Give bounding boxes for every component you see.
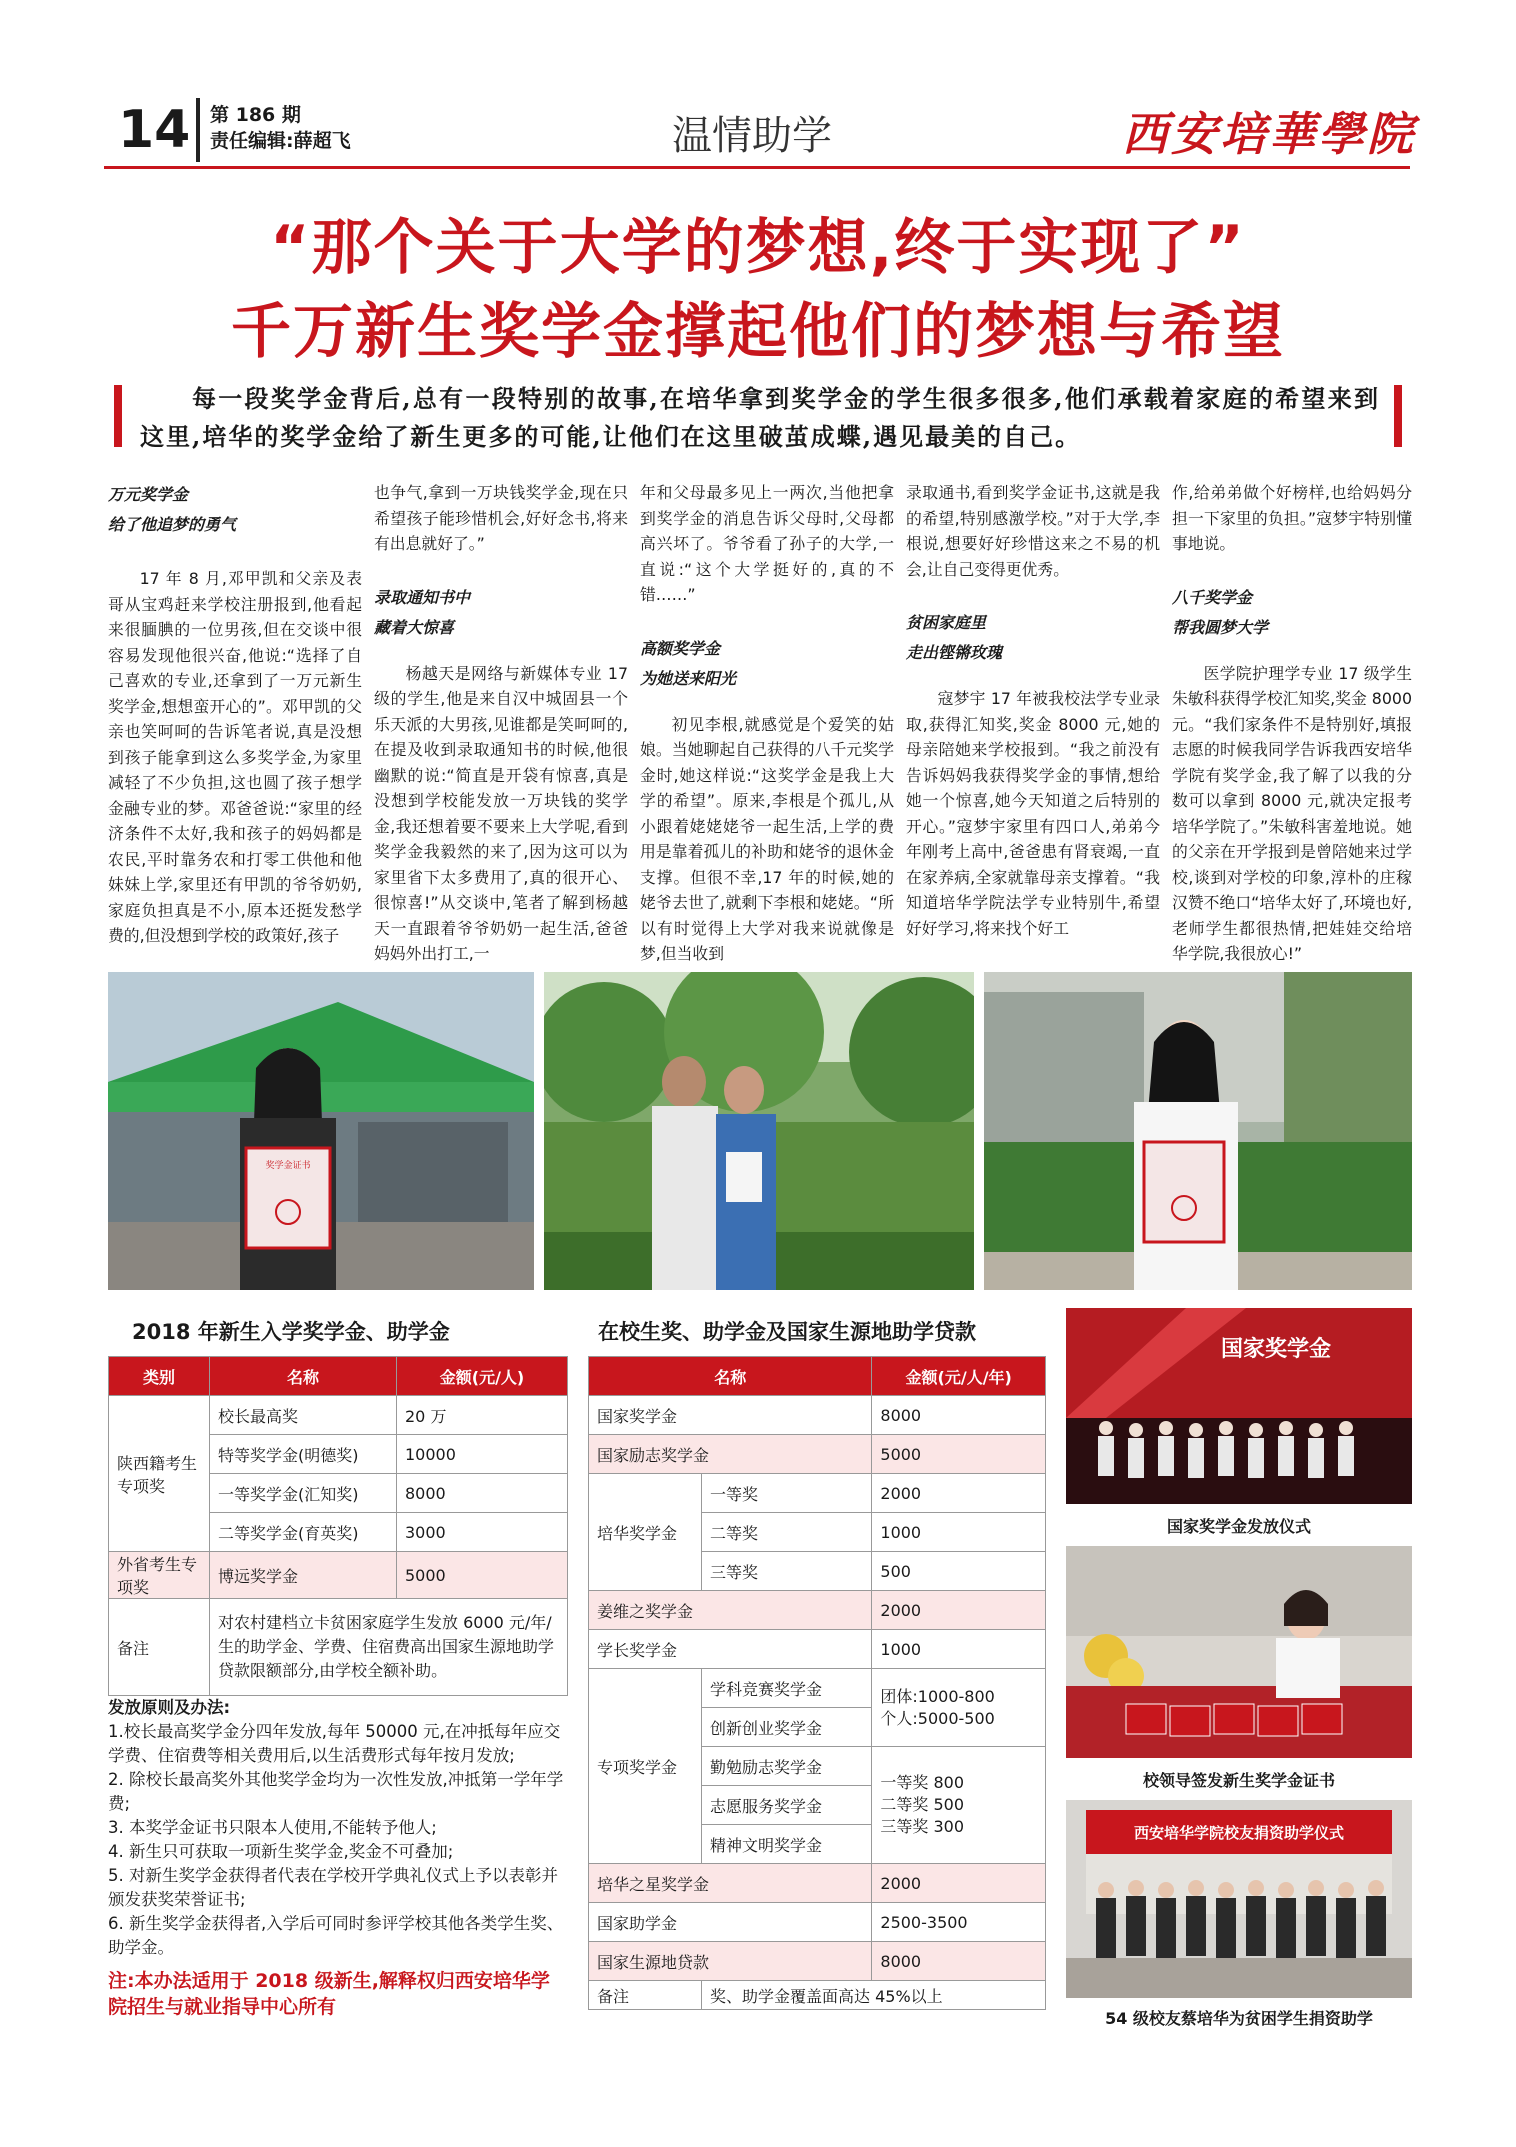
photo-student-girl-tent [108,972,534,1290]
table-row [589,1474,1046,1513]
table-row [589,1630,1046,1669]
name-cell: 校长最高奖 [210,1396,397,1435]
masthead-logo: 西安培華學院 [1122,107,1416,161]
subheading-line-1: 录取通知书中 [374,587,471,607]
lead-bar-left [114,385,122,447]
rules-note: 注:本办法适用于 2018 级新生,解释权归西安培华学院招生与就业指导中心所有 [108,1970,550,2018]
amount-cell: 5000 [872,1435,1046,1474]
amount-line: 二等奖 500 [880,1795,965,1814]
subheading-line-2: 为她送来阳光 [640,668,737,688]
subheading-line-2: 藏着大惊喜 [374,617,455,637]
paragraph: 也争气,拿到一万块钱奖学金,现在只希望孩子能珍惜机会,好好念书,将来有出息就好了。” [374,483,628,553]
name-cell: 国家助学金 [589,1903,872,1942]
note-label: 备注 [589,1981,702,2010]
page-number: 14 [118,100,191,160]
amount-cell: 500 [872,1552,1046,1591]
subheading-line-1: 八千奖学金 [1172,587,1253,607]
name-cell: 国家生源地贷款 [589,1942,872,1981]
amount-line: 一等奖 800 [880,1773,965,1792]
paragraph: 年和父母最多见上一两次,当他把拿到奖学金的消息告诉父母时,父母都高兴坏了。爷爷看了孙子的大学,一直说:“这个大学挺好的,真的不错……” [640,483,894,604]
amount-cell: 2000 [872,1864,1046,1903]
name-cell: 勤勉励志奖学金 [702,1747,872,1786]
rule-item: 4. 新生只可获取一项新生奖学金,奖金不可叠加; [108,1842,454,1861]
banner-text: 国家奖学金 [1220,1337,1332,1362]
rule-item: 6. 新生奖学金获得者,入学后可同时参评学校其他各类学生奖、助学金。 [108,1914,564,1957]
table-row [589,1591,1046,1630]
amount-cell: 8000 [872,1942,1046,1981]
rule-item: 2. 除校长最高奖外其他奖学金均为一次性发放,冲抵第一学年学费; [108,1770,564,1813]
article-column-5 [1172,480,1412,967]
article-column-2 [374,480,628,967]
amount-line: 团体:1000-800 [880,1686,995,1706]
rules-title: 发放原则及办法: [108,1698,231,1717]
paragraph: 初见李根,就感觉是个爱笑的姑娘。当她聊起自己获得的八千元奖学金时,她这样说:“这奖学金是我上大学的希望”。原来,李根是个孤儿,从小跟着姥姥姥爷一起生活,上学的费用是靠着孤儿的补助和姥爷的退休金支撑。但很不幸,17 年的时候,她的姥爷去世了,就剩下李根和姥姥。“所以有时觉得上大学对我来说就像是梦,但当收到 [640,714,894,963]
table-1-title: 2018 年新生入学奖学金、助学金 [132,1320,450,1344]
group-cell: 专项奖学金 [589,1669,702,1864]
amount-cell: 20 万 [397,1396,568,1435]
table-header-row [589,1357,1046,1396]
photo-student-girl-hedge [984,972,1412,1290]
amount-cell: 1000 [872,1513,1046,1552]
table-row [589,1669,1046,1708]
name-cell: 国家奖学金 [589,1396,872,1435]
lead-bar-right [1394,385,1402,447]
amount-cell: 1000 [872,1630,1046,1669]
header-name: 名称 [210,1357,397,1396]
subheading [374,583,628,643]
caption: 54 级校友蔡培华为贫困学生捐资助学 [1105,2009,1373,2028]
category-cell: 外省考生专项奖 [109,1552,210,1599]
lead-paragraph: 每一段奖学金背后,总有一段特别的故事,在培华拿到奖学金的学生很多很多,他们承载着家庭的希望来到这里,培华的奖学金给了新生更多的可能,让他们在这里破茧成蝶,遇见最美的自己。 [140,384,1380,451]
amount-cell: 5000 [397,1552,568,1599]
issue-info [210,102,351,154]
name-cell: 精神文明奖学金 [702,1825,872,1864]
new-student-scholarship-table [108,1356,568,1696]
name-cell: 姜维之奖学金 [589,1591,872,1630]
name-cell: 培华之星奖学金 [589,1864,872,1903]
photo-student-grandfather [544,972,974,1290]
headline-line-2: 千万新生奖学金撑起他们的梦想与希望 [231,297,1285,367]
name-cell: 一等奖学金(汇知奖) [210,1474,397,1513]
article-column-1 [108,480,362,949]
header-rule [104,166,1410,169]
subheading [108,480,362,540]
table-header-row [109,1357,568,1396]
amount-line: 三等奖 300 [880,1817,965,1836]
name-cell: 学科竞赛奖学金 [702,1669,872,1708]
section-title: 温情助学 [672,113,832,159]
header-name: 名称 [589,1357,872,1396]
photo-alumni-donation-ceremony [1066,1800,1412,1998]
table-note-row [589,1981,1046,2010]
award-rules [108,1696,568,1960]
table-row [589,1435,1046,1474]
subheading-line-1: 高额奖学金 [640,638,721,658]
issue-number: 第 186 期 [210,104,301,126]
paragraph: 医学院护理学专业 17 级学生朱敏科获得学校汇知奖,奖金 8000 元。“我们家条件不是特别好,填报志愿的时候我同学告诉我西安培华学院有奖学金,我了解了以我的分数可以拿到 8000 元,就决定报考培华学院了。”朱敏科害羞地说。她的父亲在开学报到是曾陪她来过学校,谈到对学校的印象,淳朴的庄稼汉赞不绝口“培华太好了,环境也好,老师学生都很热情,把娃娃交给培华学院,我很放心!” [1172,663,1412,963]
amount-cell: 10000 [397,1435,568,1474]
name-cell: 学长奖学金 [589,1630,872,1669]
amount-cell [872,1747,1046,1864]
subheading-line-1: 贫困家庭里 [906,613,987,632]
category-cell: 陕西籍考生专项奖 [109,1396,210,1552]
header-amount: 金额(元/人/年) [872,1357,1046,1396]
note-label: 备注 [109,1599,210,1696]
paragraph: 录取通书,看到奖学金证书,这就是我的希望,特别感激学校。”对于大学,李根说,想要好好珍惜这来之不易的机会,让自己变得更优秀。 [906,483,1160,579]
name-cell: 二等奖 [702,1513,872,1552]
name-cell: 一等奖 [702,1474,872,1513]
header-divider [196,98,200,162]
subheading-line-2: 帮我圆梦大学 [1172,617,1269,637]
name-cell: 博远奖学金 [210,1552,397,1599]
amount-cell: 8000 [397,1474,568,1513]
note-text: 奖、助学金覆盖面高达 45%以上 [702,1981,1046,2010]
table-note-row [109,1599,568,1696]
amount-cell: 2500-3500 [872,1903,1046,1942]
subheading-line-1: 万元奖学金 [108,485,189,504]
current-student-scholarship-table [588,1356,1046,2010]
subheading [640,634,894,694]
name-cell: 创新创业奖学金 [702,1708,872,1747]
subheading [906,608,1160,668]
rule-item: 1.校长最高奖学金分四年发放,每年 50000 元,在冲抵每年应交学费、住宿费等相关费用后,以生活费形式每年按月发放; [108,1722,561,1765]
name-cell: 特等奖学金(明德奖) [210,1435,397,1474]
subheading-line-2: 走出铿锵玫瑰 [906,643,1003,662]
amount-cell: 2000 [872,1474,1046,1513]
group-cell: 培华奖学金 [589,1474,702,1591]
table-row [109,1396,568,1435]
paragraph: 17 年 8 月,邓甲凯和父亲及表哥从宝鸡赶来学校注册报到,他看起来很腼腆的一位男孩,但在交谈中很容易发现他很兴奋,他说:“选择了自己喜欢的专业,还拿到了一万元新生奖学金,想想蛮开心的”。邓甲凯的父亲也笑呵呵的告诉笔者说,真是没想到孩子能拿到这么多奖学金,为家里减轻了不少负担,这也圆了孩子想学金融专业的梦。邓爸爸说:“家里的经济条件不太好,我和孩子的妈妈都是农民,平时靠务农和打零工供他和他妹妹上学,家里还有甲凯的爷爷奶奶,家庭负担真是不小,原本还挺发愁学费的,但没想到学校的政策好,孩子 [108,569,362,945]
paragraph: 作,给弟弟做个好榜样,也给妈妈分担一下家里的负担。”寇梦宇特别懂事地说。 [1172,483,1412,553]
banner-text: 西安培华学院校友捐资助学仪式 [1133,1824,1345,1842]
paragraph: 杨越天是网络与新媒体专业 17 级的学生,他是来自汉中城固县一个乐天派的大男孩,见谁都是笑呵呵的,在提及收到录取通知书的时候,他很幽默的说:“简直是开袋有惊喜,真是没想到学校能发放一万块钱的奖学金,我还想着要不要来上大学呢,看到奖学金我毅然的来了,因为这可以为家里省下太多费用了,真的很开心、很惊喜!”从交谈中,笔者了解到杨越天一直跟着爷爷奶奶一起生活,爸爸妈妈外出打工,一 [374,663,628,963]
subheading-line-2: 给了他追梦的勇气 [108,515,237,534]
amount-cell [872,1669,1046,1747]
article-column-4 [906,480,1160,941]
table-row [589,1903,1046,1942]
table-row [109,1552,568,1599]
name-cell: 国家励志奖学金 [589,1435,872,1474]
name-cell: 三等奖 [702,1552,872,1591]
table-row [589,1942,1046,1981]
table-row [589,1864,1046,1903]
rule-item: 3. 本奖学金证书只限本人使用,不能转予他人; [108,1818,437,1837]
note-text: 对农村建档立卡贫困家庭学生发放 6000 元/年/生的助学金、学费、住宿费高出国家生源地助学贷款限额部分,由学校全额补助。 [210,1599,568,1696]
rule-item: 5. 对新生奖学金获得者代表在学校开学典礼仪式上予以表彰并颁发获奖荣誉证书; [108,1866,558,1909]
header-amount: 金额(元/人) [397,1357,568,1396]
amount-line: 个人:5000-500 [880,1708,995,1728]
photo-leader-signing-certificates [1066,1546,1412,1758]
amount-cell: 3000 [397,1513,568,1552]
caption: 国家奖学金发放仪式 [1166,1517,1311,1536]
amount-cell: 8000 [872,1396,1046,1435]
certificate-text: 奖学金证书 [265,1161,311,1171]
caption: 校领导签发新生奖学金证书 [1142,1771,1335,1790]
table-row [589,1396,1046,1435]
name-cell: 志愿服务奖学金 [702,1786,872,1825]
subheading [1172,583,1412,643]
photo-national-scholarship-ceremony [1066,1308,1412,1504]
header-category: 类别 [109,1357,210,1396]
article-column-3 [640,480,894,967]
paragraph: 寇梦宇 17 年被我校法学专业录取,获得汇知奖,奖金 8000 元,她的母亲陪她来学校报到。“我之前没有告诉妈妈我获得奖学金的事情,想给她一个惊喜,她今天知道之后特别的开心。”寇梦宇家里有四口人,弟弟今年刚考上高中,爸爸患有肾衰竭,一直在家养病,全家就靠母亲支撑着。“我知道培华学院法学专业特别牛,希望好好学习,将来找个好工 [906,689,1160,938]
name-cell: 二等奖学金(育英奖) [210,1513,397,1552]
editor-name: 责任编辑:薛超飞 [210,130,351,152]
table-2-title: 在校生奖、助学金及国家生源地助学贷款 [598,1320,976,1344]
amount-cell: 2000 [872,1591,1046,1630]
headline-line-1: “那个关于大学的梦想,终于实现了” [270,213,1246,283]
